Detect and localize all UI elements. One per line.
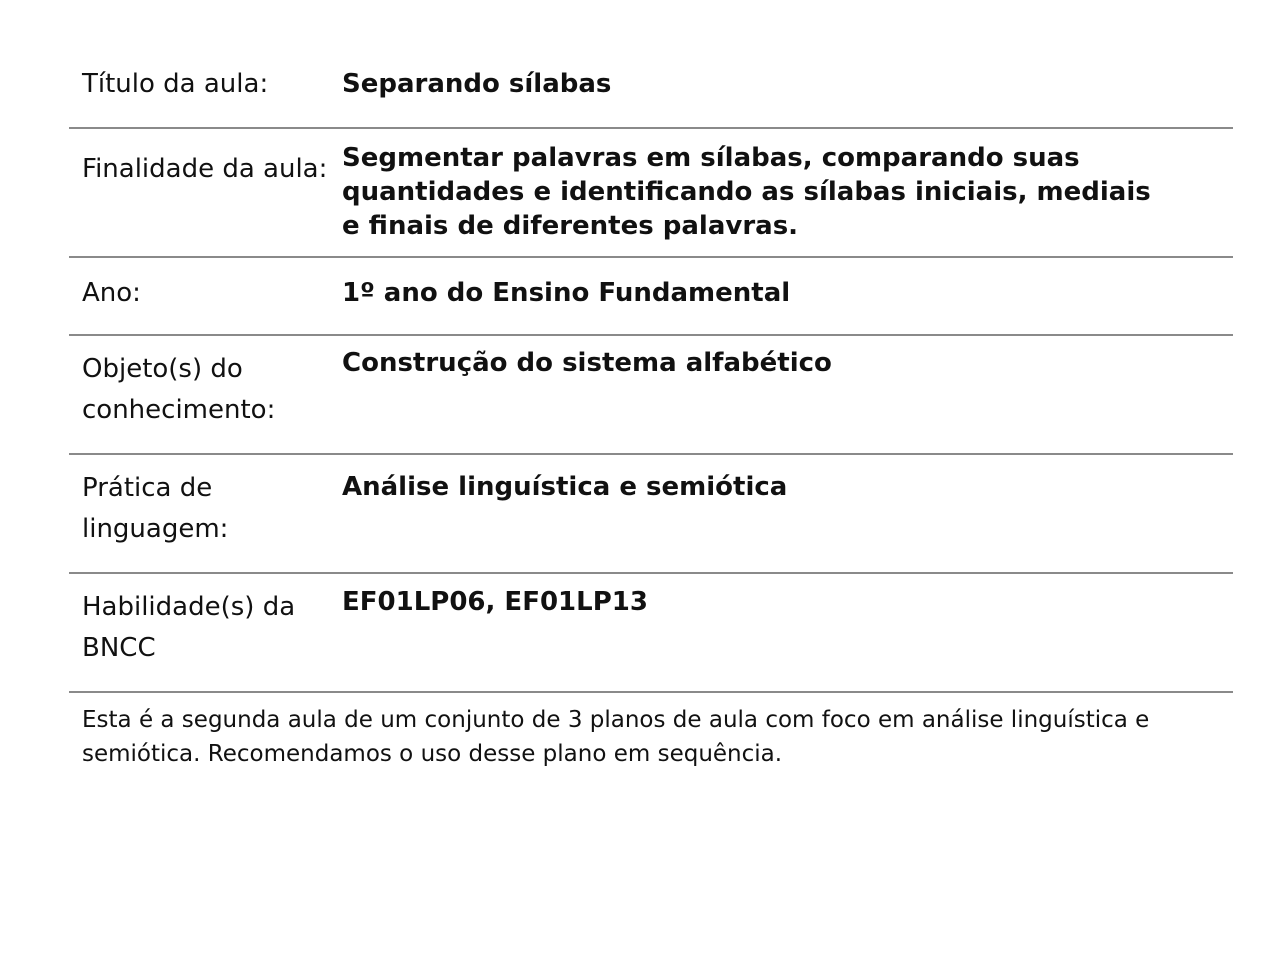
row-value: Segmentar palavras em sílabas, comparando suas quantidades e identificando as sílabas iniciais, mediais e finais de diferentes palavras. (342, 143, 1151, 241)
row-label: Objeto(s) do conhecimento: (82, 354, 276, 425)
row-label: Habilidade(s) da BNCC (82, 592, 296, 663)
row-value: Construção do sistema alfabético (342, 348, 832, 378)
row-language-practice (69, 455, 1233, 574)
row-label: Título da aula: (82, 69, 269, 99)
row-lesson-title (69, 56, 1233, 129)
row-lesson-purpose (69, 129, 1233, 258)
row-label: Finalidade da aula: (82, 154, 328, 184)
lesson-info-table (69, 56, 1233, 771)
row-label: Prática de linguagem: (82, 473, 229, 544)
row-value: Análise linguística e semiótica (342, 472, 788, 502)
row-value: Separando sílabas (342, 69, 612, 99)
sequence-note: Esta é a segunda aula de um conjunto de 3 planos de aula com foco em análise linguística e semiótica. Recomendamos o uso desse plano em sequência. (82, 707, 1150, 767)
row-value: 1º ano do Ensino Fundamental (342, 278, 791, 308)
row-label: Ano: (82, 278, 141, 308)
row-bncc-skills (69, 574, 1233, 693)
row-value: EF01LP06, EF01LP13 (342, 587, 648, 617)
row-knowledge-objects (69, 336, 1233, 455)
row-grade-year (69, 258, 1233, 336)
